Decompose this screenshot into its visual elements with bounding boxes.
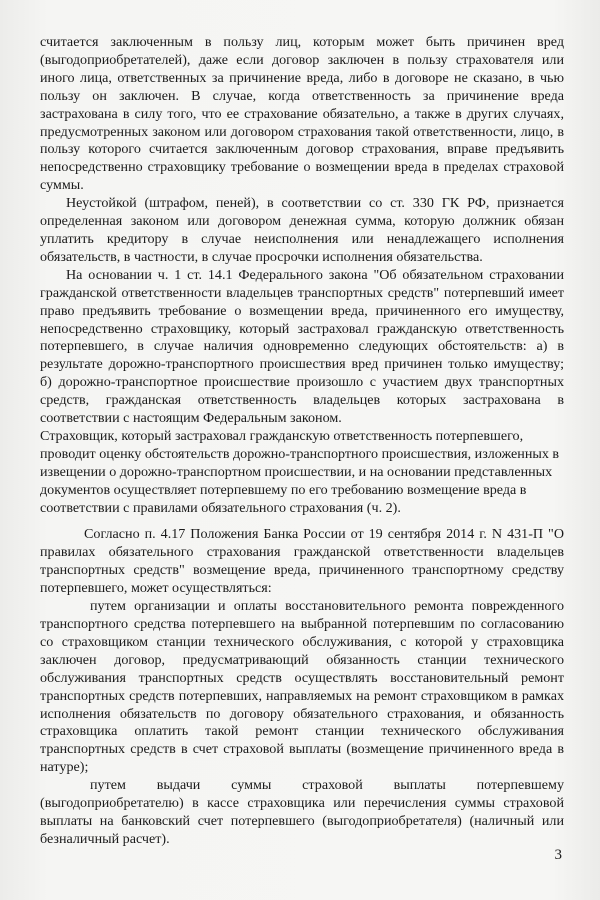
paragraph-2: Неустойкой (штрафом, пеней), в соответствии со ст. 330 ГК РФ, признается определенная законом или договором денежная сумма, которую должник обязан уплатить кредитору в случае неисполнения или ненадлежащего исполнения обязательств, в частности, в случае просрочки исполнения обязательства.	[40, 195, 564, 265]
paragraph-3: На основании ч. 1 ст. 14.1 Федерального закона "Об обязательном страховании гражданской ответственности владельцев транспортных средств" потерпевший имеет право предъявить требование о возмещении вреда, причиненного его имуществу, непосредственно страховщику, который застраховал гражданскую ответственность потерпевшего, в случае наличия одновременно следующих обстоятельств: а) в результате дорожно-транспортного происшествия вред причинен только имуществу; б) дорожно-транспортное происшествие произошло с участием двух транспортных средств, гражданская ответственность владельцев которых застрахована в соответствии с настоящим Федеральным законом.	[40, 266, 564, 427]
paragraph-5: Согласно п. 4.17 Положения Банка России от 19 сентября 2014 г. N 431-П "О правилах обязательного страхования гражданской ответственности владельцев транспортных средств" возмещение вреда, причиненного транспортному средству потерпевшего, может осуществляться:	[40, 526, 564, 597]
page-number: 3	[554, 847, 562, 863]
document-body	[40, 34, 564, 849]
paragraph-1: считается заключенным в пользу лиц, которым может быть причинен вред (выгодоприобретателей), даже если договор заключен в пользу страхователя или иного лица, ответственных за причинение вреда, либо в договоре не сказано, в чью пользу он заключен. В случае, когда ответственность за причинение вреда застрахована в силу того, что ее страхование обязательно, а также в других случаях, предусмотренных законом или договором страхования такой ответственности, лицо, в пользу которого считается заключенным договор страхования, вправе предъявить непосредственно страховщику требование о возмещении вреда в пределах страховой суммы.	[40, 34, 564, 194]
paragraph-4: Страховщик, который застраховал гражданскую ответственность потерпевшего, проводит оценку обстоятельств дорожно-транспортного происшествия, изложенных в извещении о дорожно-транспортном происшествии, и на основании представленных документов осуществляет потерпевшему по его требованию возмещение вреда в соответствии с правилами обязательного страхования (ч. 2).	[40, 427, 560, 516]
paragraph-7: путем выдачи суммы страховой выплаты потерпевшему (выгодоприобретателю) в кассе страховщика или перечисления суммы страховой выплаты на банковский счет потерпевшего (выгодоприобретателя) (наличный или безналичный расчет).	[40, 777, 564, 847]
paragraph-6: путем организации и оплаты восстановительного ремонта поврежденного транспортного средства потерпевшего на выбранной потерпевшим по согласованию со страховщиком станции технического обслуживания, с которой у страховщика заключен договор, предусматривающий обязанность станции технического обслуживания транспортных средств осуществлять восстановительный ремонт транспортных средств потерпевших, направляемых на ремонт страховщиком в рамках исполнения обязательств по договору обязательного страхования, и обязанность страховщика оплатить такой ремонт станции технического обслуживания транспортных средств в счет страховой выплаты (возмещение причиненного вреда в натуре);	[40, 598, 564, 776]
